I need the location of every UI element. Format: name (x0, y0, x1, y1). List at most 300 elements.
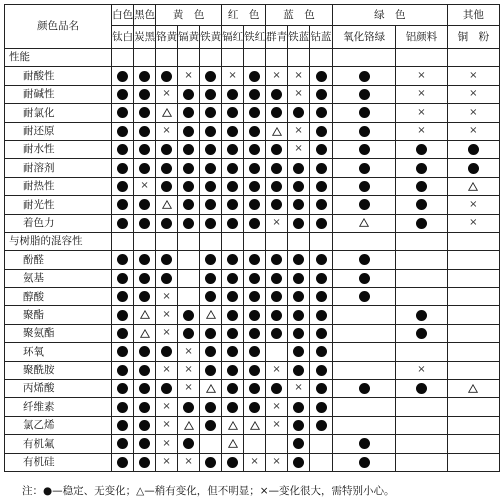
table-cell (178, 104, 200, 122)
table-cell (244, 269, 266, 287)
filled-circle-icon (139, 218, 150, 229)
filled-circle-icon (249, 181, 260, 192)
table-cell (112, 361, 134, 379)
filled-circle-icon (139, 71, 150, 82)
table-cell (447, 288, 499, 306)
table-cell (134, 416, 156, 434)
cross-icon: × (272, 419, 281, 431)
filled-circle-icon (161, 346, 172, 357)
table-cell (332, 49, 395, 67)
triangle-icon (184, 421, 194, 430)
cross-icon: × (294, 88, 303, 100)
table-row (5, 214, 500, 232)
cross-icon: × (162, 327, 171, 339)
table-cell (134, 159, 156, 177)
table-cell (266, 122, 288, 140)
table-row (5, 343, 500, 361)
filled-circle-icon (293, 107, 304, 118)
table-cell (310, 232, 333, 250)
table-cell (332, 85, 395, 103)
row-label: 环氧 (5, 343, 112, 361)
filled-circle-icon (316, 273, 327, 284)
filled-circle-icon (117, 218, 128, 229)
table-cell (134, 177, 156, 195)
table-cell (178, 435, 200, 453)
table-cell (447, 67, 499, 85)
table-cell (332, 196, 395, 214)
filled-circle-icon (416, 181, 427, 192)
table-cell (134, 324, 156, 342)
table-cell (447, 214, 499, 232)
filled-circle-icon (227, 328, 238, 339)
table-row (5, 380, 500, 398)
cross-icon: × (228, 69, 237, 81)
table-cell (447, 416, 499, 434)
table-cell (112, 398, 134, 416)
filled-circle-icon (117, 89, 128, 100)
filled-circle-icon (227, 144, 238, 155)
table-cell (447, 453, 499, 471)
filled-circle-icon (468, 144, 479, 155)
table-cell (447, 85, 499, 103)
table-cell (200, 324, 222, 342)
table-cell (447, 140, 499, 158)
filled-circle-icon (316, 291, 327, 302)
filled-circle-icon (117, 457, 128, 468)
legend-note: 注：●—稳定、无变化；△—稍有变化，但不明显；×—变化很大，需特别小心。 (22, 485, 395, 497)
table-cell (222, 177, 244, 195)
triangle-icon (140, 310, 150, 319)
filled-circle-icon (161, 273, 172, 284)
table-cell (310, 324, 333, 342)
filled-circle-icon (249, 218, 260, 229)
filled-circle-icon (249, 291, 260, 302)
table-cell (200, 251, 222, 269)
table-cell (396, 177, 447, 195)
filled-circle-icon (316, 107, 327, 118)
table-cell (156, 435, 178, 453)
filled-circle-icon (249, 89, 260, 100)
table-cell (244, 306, 266, 324)
table-row (5, 306, 500, 324)
table-cell (396, 67, 447, 85)
table-cell (310, 361, 333, 379)
filled-circle-icon (227, 402, 238, 413)
table-cell (244, 67, 266, 85)
filled-circle-icon (205, 126, 216, 137)
filled-circle-icon (293, 273, 304, 284)
filled-circle-icon (227, 126, 238, 137)
table-cell (310, 122, 333, 140)
filled-circle-icon (249, 254, 260, 265)
table-cell (288, 288, 310, 306)
filled-circle-icon (205, 346, 216, 357)
table-cell (222, 67, 244, 85)
cross-icon: × (184, 456, 193, 468)
table-cell (178, 416, 200, 434)
filled-circle-icon (271, 181, 282, 192)
row-label: 有机硅 (5, 453, 112, 471)
table-cell (112, 85, 134, 103)
table-cell (288, 122, 310, 140)
table-cell (178, 288, 200, 306)
table-cell (396, 232, 447, 250)
filled-circle-icon (359, 383, 370, 394)
table-row (5, 361, 500, 379)
table-cell (134, 435, 156, 453)
table-cell (134, 269, 156, 287)
table-cell (332, 104, 395, 122)
table-row (5, 398, 500, 416)
table-cell (288, 435, 310, 453)
header-pigment: 铁红 (244, 26, 266, 49)
filled-circle-icon (316, 199, 327, 210)
table-cell (288, 306, 310, 324)
table-cell (222, 140, 244, 158)
filled-circle-icon (316, 126, 327, 137)
table-cell (447, 122, 499, 140)
filled-circle-icon (161, 144, 172, 155)
table-cell (266, 85, 288, 103)
table-cell (288, 343, 310, 361)
filled-circle-icon (117, 126, 128, 137)
table-row (5, 177, 500, 195)
table-cell (310, 251, 333, 269)
filled-circle-icon (416, 163, 427, 174)
table-row (5, 453, 500, 471)
filled-circle-icon (359, 438, 370, 449)
cross-icon: × (469, 198, 478, 210)
row-label: 耐还原 (5, 122, 112, 140)
table-cell (244, 159, 266, 177)
table-cell (244, 324, 266, 342)
table-cell (244, 214, 266, 232)
table-cell (266, 380, 288, 398)
table-cell (112, 380, 134, 398)
table-cell (178, 324, 200, 342)
filled-circle-icon (205, 291, 216, 302)
table-cell (222, 416, 244, 434)
table-row (5, 85, 500, 103)
filled-circle-icon (271, 107, 282, 118)
table-cell (244, 251, 266, 269)
table-cell (222, 306, 244, 324)
filled-circle-icon (183, 89, 194, 100)
table-cell (447, 435, 499, 453)
table-cell (134, 140, 156, 158)
table-cell (447, 269, 499, 287)
table-cell (396, 343, 447, 361)
cross-icon: × (272, 364, 281, 376)
filled-circle-icon (316, 163, 327, 174)
table-cell (310, 435, 333, 453)
table-cell (244, 361, 266, 379)
header-group: 绿 色 (332, 5, 447, 26)
cross-icon: × (469, 69, 478, 81)
filled-circle-icon (249, 199, 260, 210)
table-cell (447, 306, 499, 324)
table-cell (156, 269, 178, 287)
table-cell (200, 380, 222, 398)
table-cell (288, 361, 310, 379)
filled-circle-icon (293, 328, 304, 339)
table-cell (156, 196, 178, 214)
table-cell (447, 324, 499, 342)
row-label: 聚酰胺 (5, 361, 112, 379)
filled-circle-icon (227, 163, 238, 174)
table-cell (178, 196, 200, 214)
table-cell (244, 380, 266, 398)
filled-circle-icon (227, 346, 238, 357)
table-cell (178, 232, 200, 250)
table-cell (396, 159, 447, 177)
table-cell (222, 122, 244, 140)
filled-circle-icon (271, 163, 282, 174)
filled-circle-icon (316, 310, 327, 321)
table-cell (447, 251, 499, 269)
table-cell (288, 159, 310, 177)
table-cell (310, 214, 333, 232)
filled-circle-icon (161, 254, 172, 265)
filled-circle-icon (359, 291, 370, 302)
filled-circle-icon (139, 163, 150, 174)
header-group: 红 色 (222, 5, 266, 26)
table-cell (156, 288, 178, 306)
table-cell (222, 453, 244, 471)
filled-circle-icon (316, 328, 327, 339)
triangle-icon (468, 182, 478, 191)
table-cell (447, 343, 499, 361)
table-cell (156, 232, 178, 250)
table-cell (310, 288, 333, 306)
table-cell (332, 306, 395, 324)
filled-circle-icon (117, 107, 128, 118)
table-cell (134, 232, 156, 250)
filled-circle-icon (183, 126, 194, 137)
table-row (5, 122, 500, 140)
table-cell (178, 177, 200, 195)
filled-circle-icon (183, 438, 194, 449)
header-pigment: 铝颜料 (396, 26, 447, 49)
filled-circle-icon (359, 254, 370, 265)
table-cell (178, 251, 200, 269)
table-cell (332, 232, 395, 250)
filled-circle-icon (205, 254, 216, 265)
triangle-icon (359, 218, 369, 227)
row-label: 耐光性 (5, 196, 112, 214)
table-cell (200, 122, 222, 140)
row-label: 耐溶剂 (5, 159, 112, 177)
table-cell (396, 269, 447, 287)
table-cell (134, 251, 156, 269)
cross-icon: × (417, 106, 426, 118)
triangle-icon (228, 421, 238, 430)
table-cell (266, 343, 288, 361)
cross-icon: × (184, 382, 193, 394)
table-cell (288, 398, 310, 416)
table-cell (332, 380, 395, 398)
filled-circle-icon (271, 254, 282, 265)
triangle-icon (228, 439, 238, 448)
filled-circle-icon (416, 218, 427, 229)
table-cell (134, 288, 156, 306)
filled-circle-icon (205, 71, 216, 82)
table-cell (266, 416, 288, 434)
header-pigment: 氧化铬绿 (332, 26, 395, 49)
filled-circle-icon (139, 199, 150, 210)
filled-circle-icon (316, 71, 327, 82)
filled-circle-icon (227, 273, 238, 284)
table-cell (447, 380, 499, 398)
table-cell (222, 251, 244, 269)
table-cell (447, 361, 499, 379)
table-cell (156, 453, 178, 471)
triangle-icon (162, 200, 172, 209)
table-cell (112, 140, 134, 158)
table-cell (447, 177, 499, 195)
table-cell (112, 269, 134, 287)
table-cell (396, 361, 447, 379)
filled-circle-icon (205, 273, 216, 284)
table-cell (266, 251, 288, 269)
table-cell (288, 196, 310, 214)
header-group: 蓝 色 (266, 5, 333, 26)
table-cell (178, 343, 200, 361)
filled-circle-icon (205, 365, 216, 376)
filled-circle-icon (205, 402, 216, 413)
filled-circle-icon (139, 383, 150, 394)
table-cell (134, 49, 156, 67)
filled-circle-icon (249, 310, 260, 321)
header-pigment: 铁蓝 (288, 26, 310, 49)
table-cell (244, 288, 266, 306)
table-cell (396, 324, 447, 342)
row-label: 耐氯化 (5, 104, 112, 122)
table-cell (222, 324, 244, 342)
table-cell (288, 140, 310, 158)
filled-circle-icon (117, 181, 128, 192)
table-cell (112, 288, 134, 306)
filled-circle-icon (227, 365, 238, 376)
table-cell (310, 177, 333, 195)
cross-icon: × (162, 419, 171, 431)
table-cell (396, 214, 447, 232)
cross-icon: × (140, 180, 149, 192)
table-cell (396, 453, 447, 471)
table-row (5, 251, 500, 269)
table-cell (134, 380, 156, 398)
cross-icon: × (162, 456, 171, 468)
filled-circle-icon (161, 218, 172, 229)
filled-circle-icon (139, 420, 150, 431)
table-cell (288, 214, 310, 232)
filled-circle-icon (293, 310, 304, 321)
table-cell (112, 343, 134, 361)
table-cell (447, 232, 499, 250)
filled-circle-icon (161, 71, 172, 82)
table-row (5, 196, 500, 214)
filled-circle-icon (416, 383, 427, 394)
filled-circle-icon (205, 163, 216, 174)
table-cell (156, 122, 178, 140)
table-cell (244, 435, 266, 453)
table-cell (310, 416, 333, 434)
table-row (5, 67, 500, 85)
table-cell (266, 435, 288, 453)
header-pigment: 镉黄 (178, 26, 200, 49)
row-label: 耐碱性 (5, 85, 112, 103)
table-cell (396, 122, 447, 140)
table-cell (200, 196, 222, 214)
table-cell (396, 85, 447, 103)
table-cell (112, 177, 134, 195)
filled-circle-icon (161, 383, 172, 394)
row-label: 酚醛 (5, 251, 112, 269)
cross-icon: × (272, 69, 281, 81)
pigment-property-table (4, 4, 500, 472)
table-cell (266, 306, 288, 324)
filled-circle-icon (293, 438, 304, 449)
section-title: 性能 (5, 49, 112, 67)
table-cell (447, 196, 499, 214)
filled-circle-icon (117, 310, 128, 321)
table-cell (332, 361, 395, 379)
filled-circle-icon (117, 346, 128, 357)
header-pigment: 炭黑 (134, 26, 156, 49)
filled-circle-icon (293, 457, 304, 468)
table-cell (266, 67, 288, 85)
table-cell (266, 49, 288, 67)
table-cell (222, 288, 244, 306)
triangle-icon (206, 310, 216, 319)
row-label: 耐水性 (5, 140, 112, 158)
filled-circle-icon (183, 163, 194, 174)
table-cell (310, 196, 333, 214)
table-cell (200, 453, 222, 471)
table-cell (332, 288, 395, 306)
table-cell (134, 104, 156, 122)
table-cell (134, 361, 156, 379)
table-cell (332, 122, 395, 140)
header-pigment: 钛白 (112, 26, 134, 49)
filled-circle-icon (271, 144, 282, 155)
section-title-row (5, 232, 500, 250)
table-cell (112, 306, 134, 324)
cross-icon: × (162, 364, 171, 376)
table-cell (178, 361, 200, 379)
filled-circle-icon (249, 402, 260, 413)
table-cell (112, 214, 134, 232)
filled-circle-icon (271, 273, 282, 284)
table-cell (332, 140, 395, 158)
table-cell (134, 398, 156, 416)
table-cell (332, 324, 395, 342)
table-cell (222, 232, 244, 250)
table-cell (396, 49, 447, 67)
table-cell (310, 67, 333, 85)
filled-circle-icon (293, 181, 304, 192)
filled-circle-icon (249, 163, 260, 174)
table-cell (396, 104, 447, 122)
table-cell (156, 398, 178, 416)
filled-circle-icon (117, 199, 128, 210)
table-cell (200, 67, 222, 85)
filled-circle-icon (316, 365, 327, 376)
filled-circle-icon (183, 402, 194, 413)
filled-circle-icon (117, 144, 128, 155)
table-cell (266, 288, 288, 306)
header-corner-label: 颜色品名 (5, 5, 112, 49)
